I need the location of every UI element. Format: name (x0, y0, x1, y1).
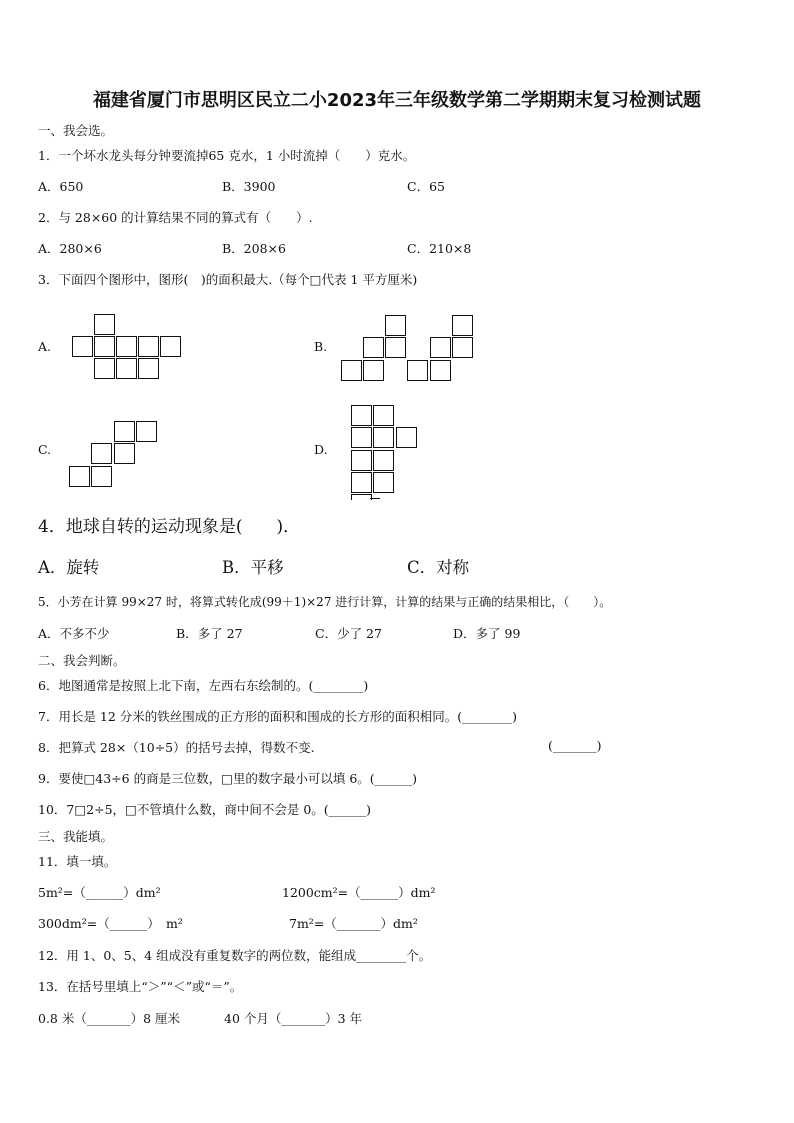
grid-cell (396, 427, 417, 448)
section-heading-judge: 二、我会判断。 (38, 653, 126, 668)
q5-option-c: C．少了 27 (315, 626, 382, 641)
question-11: 11．填一填。 (38, 854, 117, 869)
grid-cell (430, 337, 451, 358)
grid-cell (116, 358, 137, 379)
grid-cell (114, 421, 135, 442)
q1-option-a: A．650 (38, 179, 84, 194)
section-heading-choice: 一、我会选。 (38, 123, 114, 138)
q1-option-b: B．3900 (222, 179, 276, 194)
grid-cell (351, 427, 372, 448)
q11-item-2: 1200cm²=（______）dm² (282, 885, 436, 900)
question-4: 4．地球自转的运动现象是( )． (38, 517, 301, 537)
figure-c-grid (69, 421, 159, 489)
question-10: 10．7□2÷5，□不管填什么数，商中间不会是 0。(______) (38, 802, 372, 817)
grid-cell (138, 336, 159, 357)
grid-cell (136, 421, 157, 442)
q13-item-1: 0.8 米（_______）8 厘米 (38, 1011, 181, 1026)
grid-cell (341, 360, 362, 381)
q3-label-c: C. (38, 442, 52, 457)
q4-option-c: C．对称 (407, 558, 470, 577)
grid-cell (373, 427, 394, 448)
grid-cell (351, 494, 372, 500)
q3-label-d: D. (314, 442, 328, 457)
q3-label-b: B. (314, 339, 328, 354)
q11-item-4: 7m²=（_______）dm² (289, 916, 418, 931)
q2-option-c: C．210×8 (407, 241, 472, 256)
grid-cell (72, 336, 93, 357)
grid-cell (94, 336, 115, 357)
grid-cell (138, 358, 159, 379)
grid-cell (373, 405, 394, 426)
grid-cell (116, 336, 137, 357)
question-1: 1．一个坏水龙头每分钟要流掉65 克水，1 小时流掉（ ）克水。 (38, 148, 416, 163)
grid-cell (91, 466, 112, 487)
grid-cell (94, 314, 115, 335)
grid-cell (407, 360, 428, 381)
section-heading-fill: 三、我能填。 (38, 829, 114, 844)
q8-answer-blank[interactable]: (_______) (548, 738, 602, 753)
page-title: 福建省厦门市思明区民立二小2023年三年级数学第二学期期末复习检测试题 (92, 90, 702, 111)
grid-cell (114, 443, 135, 464)
q5-option-b: B．多了 27 (176, 626, 243, 641)
question-7: 7．用长是 12 分米的铁丝围成的正方形的面积和围成的长方形的面积相同。(________) (38, 709, 518, 724)
grid-cell (363, 360, 384, 381)
question-13: 13．在括号里填上“＞”“＜”或“＝”。 (38, 979, 243, 994)
q11-item-1: 5m²=（______）dm² (38, 885, 161, 900)
grid-cell (94, 358, 115, 379)
divider (370, 498, 380, 499)
grid-cell (385, 337, 406, 358)
q11-item-3: 300dm²=（______） m² (38, 916, 183, 931)
grid-cell (363, 337, 384, 358)
grid-cell (351, 405, 372, 426)
q2-option-a: A．280×6 (38, 241, 102, 256)
grid-cell (351, 450, 372, 471)
q1-option-c: C．65 (407, 179, 445, 194)
figure-a-grid (72, 314, 184, 382)
q5-option-a: A．不多不少 (38, 626, 110, 641)
question-3: 3．下面四个图形中，图形( )的面积最大.（每个□代表 1 平方厘米) (38, 272, 418, 287)
grid-cell (373, 472, 394, 493)
grid-cell (91, 443, 112, 464)
q5-option-d: D．多了 99 (453, 626, 521, 641)
grid-cell (351, 472, 372, 493)
question-6: 6．地图通常是按照上北下南，左西右东绘制的。(________) (38, 678, 369, 693)
question-9: 9．要使□43÷6 的商是三位数，□里的数字最小可以填 6。(______) (38, 771, 418, 786)
q13-item-2: 40 个月（_______）3 年 (224, 1011, 363, 1026)
grid-cell (430, 360, 451, 381)
question-12: 12．用 1、0、5、4 组成没有重复数字的两位数，能组成________个。 (38, 948, 432, 963)
q4-option-a: A．旋转 (38, 558, 100, 577)
grid-cell (373, 450, 394, 471)
grid-cell (69, 466, 90, 487)
figure-d-grid (351, 405, 419, 500)
q3-label-a: A. (38, 339, 52, 354)
grid-cell (452, 337, 473, 358)
question-5: 5．小芳在计算 99×27 时，将算式转化成(99＋1)×27 进行计算，计算的结果与正确的结果相比，（ ）。 (38, 595, 612, 609)
grid-cell (160, 336, 181, 357)
question-8: 8．把算式 28×（10÷5）的括号去掉，得数不变. (38, 740, 315, 755)
grid-cell (452, 315, 473, 336)
q4-option-b: B．平移 (222, 558, 284, 577)
figure-b-grid (341, 315, 476, 382)
grid-cell (385, 315, 406, 336)
q2-option-b: B．208×6 (222, 241, 286, 256)
question-2: 2．与 28×60 的计算结果不同的算式有（ ）. (38, 210, 313, 225)
